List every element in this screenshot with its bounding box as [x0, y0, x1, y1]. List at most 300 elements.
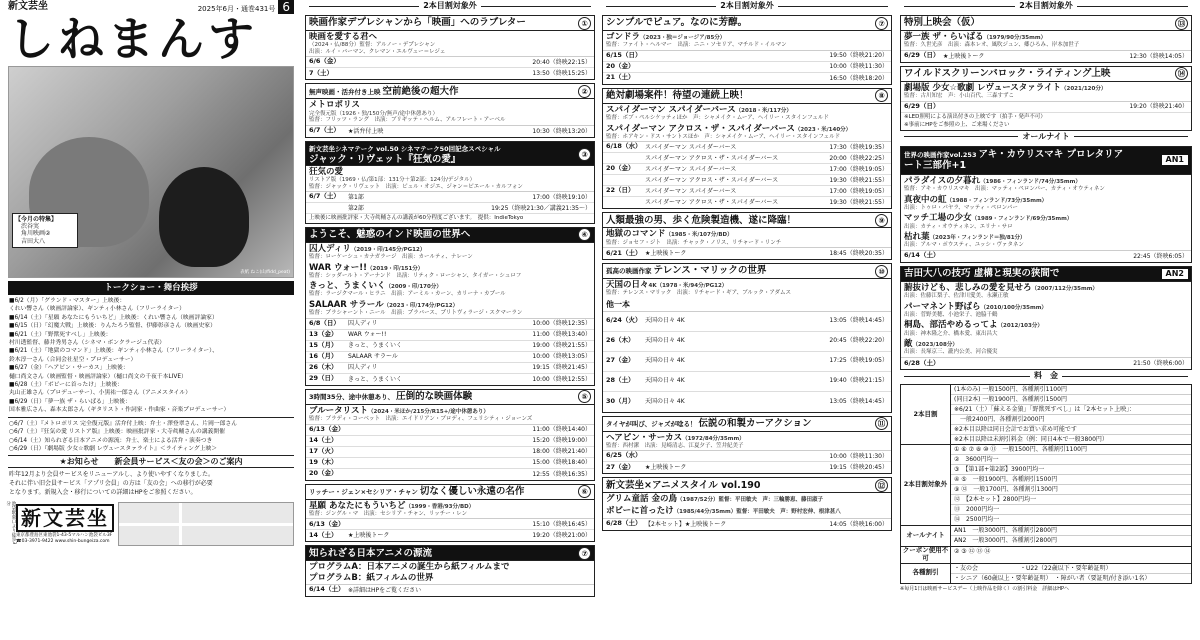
program-number: ② — [578, 85, 591, 98]
text-field: ⑨ ⑫ 一般1700円、各種割引1300円 — [951, 485, 1191, 495]
text-field: 14:05（終映16:00） — [829, 520, 888, 528]
cover-photo — [8, 66, 294, 278]
text-field: 19:15（終映20:45） — [829, 464, 888, 472]
text-field: 出演：トゥロ・パヤラ、マッティ・ペロンパー — [904, 204, 1018, 211]
schedule-row — [603, 142, 891, 153]
text-field: 劇場版 少女☆歌劇 レヴュースタァライト — [904, 82, 1062, 93]
film-title — [904, 232, 1188, 242]
schedule-row — [306, 458, 594, 469]
text-field: 新文芸坐×アニメスタイル vol.190 — [606, 479, 761, 491]
text-field: （2023・独＝ジョージア/85分） — [640, 35, 726, 41]
text-field: （2018・米/117分） — [735, 107, 792, 114]
text-field: 26（木） — [606, 336, 635, 345]
text-field: 2本目割 — [901, 385, 951, 444]
text-field: （1972/84分/35mm） — [682, 435, 745, 442]
schedule-row — [603, 62, 891, 73]
program-title: プログラムA：日本アニメの誕生から紙フィルムまで — [309, 562, 510, 573]
text-field: （1985/44分/35mm）監督：平田敏夫 声：野村宏伸、根津甚八 — [673, 509, 841, 516]
section-heading — [306, 390, 594, 405]
text-field: スパイダーマン スパイダーバース — [645, 165, 737, 173]
program-number: ⑭ — [1175, 67, 1188, 80]
text-field: 6/14（土） — [309, 585, 345, 594]
event-note: ○6/29（日）『劇場版 少女☆歌劇 レヴュースタァライト』＜ライティング上映＞ — [9, 445, 218, 452]
film-title — [904, 195, 1188, 205]
text-field: 15:00（終映18:40） — [532, 459, 591, 467]
talk-item: 国本雅広さん、森本太郎さん（ギタリスト・作詞家・作曲家・音楽プロデューサー） — [9, 407, 230, 414]
text-field: 19:50（終映21:20） — [829, 52, 888, 60]
text-field: (同日2本) 一般1900円、各種割引1500円 — [951, 395, 1191, 405]
text-field: 第2部 — [348, 204, 364, 212]
text-field: 20（金） — [606, 164, 635, 173]
talk-item: 樋口尚文さん（映画監督・映画評論家）（樋口尚文の千夜千本LIVE） — [9, 373, 187, 380]
schedule-row — [306, 374, 594, 385]
film-staff: 監督：フリッツ・ラング 出演：ブリギッテ・ヘルム、アルフレート・アーベル — [309, 117, 506, 124]
text-field: 10:00（終映13:05） — [532, 353, 591, 361]
text-field: 第1部 — [348, 193, 364, 201]
text-field: 6/8（日） — [309, 318, 340, 327]
cover-column — [5, 0, 294, 640]
text-field: 夢一族 ザ・らいばる — [904, 32, 984, 42]
photo-credit: 表紙 ねこ(山/fidd_peat) — [240, 269, 290, 275]
text-field: 6/21（土） — [606, 248, 642, 257]
text-field: 監督：ジョセフ・ジト 出演：チャック・ノリス、リチャード・リンチ — [606, 239, 782, 246]
event-note: ○6/14（土）知られざる日本アニメの源流：弁士、楽士による活弁・演奏つき — [9, 437, 213, 444]
text-field: 【2本セット】★上映後トーク — [645, 520, 727, 528]
text-field: 囚人ディリ — [348, 320, 378, 328]
text-field: （1985・米/107分/BD） — [665, 232, 733, 239]
program-number: ⑪ — [875, 417, 888, 430]
allnight-badge: AN1 — [1162, 155, 1188, 165]
text-field: スパイダーマン スパイダーバース — [645, 143, 737, 151]
text-field: 10:00（終映11:30） — [829, 63, 888, 71]
schedule-row — [306, 585, 594, 596]
program-number: ⑤ — [578, 390, 591, 403]
text-field: 出演：菅野美穂、小池栄子、池脇千鶴 — [904, 311, 998, 318]
film-title — [606, 124, 888, 134]
text-field: 無声映画・活弁付き上映 — [309, 87, 381, 96]
text-field: 18:45（終映20:35） — [829, 250, 888, 258]
text-field: 19:30（終映21:55） — [829, 176, 888, 184]
schedule-row — [306, 363, 594, 374]
schedule-row — [306, 126, 594, 137]
film-title — [309, 244, 591, 254]
feature-title: 【今月の特集】 — [15, 216, 58, 223]
talk-item: ■6/15（日）「幻魔大戦」上映後：りんたろう監督、伊藤彰彦さん（映画史家） — [9, 323, 216, 330]
text-field: 6/13（金） — [309, 424, 345, 433]
text-field: 20:00（終映22:25） — [829, 154, 888, 162]
notice-line: となります。新規入会・移行についての詳細はHPをご参照ください。 — [9, 489, 197, 497]
text-field: 6/29（日） — [904, 51, 940, 60]
text-field: 11:00（終映13:40） — [532, 331, 591, 339]
text-field: 囚人ディリ — [348, 364, 378, 372]
text-field: 15（月） — [309, 340, 338, 349]
price-table — [900, 384, 1192, 584]
text-field: 天国の日々 4K — [645, 377, 685, 385]
text-field: 腑抜けども、悲しみの愛を見せろ — [904, 282, 1032, 293]
text-field: 2本目割対象外 — [901, 445, 951, 525]
film-meta: リストア版（1969・仏/第1部：131分＋第2部：124分/デジタル） — [309, 176, 476, 183]
program-section — [305, 83, 595, 137]
text-field: ※6/21（土）「蘇える金狼」「野獣死すべし」は「2本セット上映」： — [951, 405, 1191, 415]
section-band: 2本目割対象外 — [602, 0, 892, 12]
film-title — [309, 501, 591, 511]
section-band: 2本目割対象外 — [900, 0, 1192, 12]
schedule-row — [306, 352, 594, 363]
text-field: ※2本目以降は同日会計でお買い求め可能です — [951, 425, 1191, 435]
text-field: スパイダーマン アクロス・ザ・スパイダーバース — [606, 123, 795, 134]
section-heading — [306, 142, 594, 166]
film-title — [606, 506, 888, 516]
film-title — [904, 339, 1188, 349]
film-title — [606, 280, 888, 290]
section-heading — [603, 417, 891, 432]
text-field: クーポン使用不可 — [901, 547, 951, 563]
schedule-row — [603, 197, 891, 208]
event-note: ○6/7（土）『狂気の愛 リストア版』上映後：映画批評家・大寺眞輔さんの講義開催 — [9, 429, 225, 436]
text-field: 虚構と現実の狭間で — [973, 268, 1060, 280]
text-field: スパイダーマン アクロス・ザ・スパイダーバース — [645, 199, 779, 207]
text-field: （2010/100分/35mm） — [980, 304, 1047, 311]
program-number: ⑩ — [875, 265, 888, 278]
text-field: 監督：アキ・カウリスマキ 出演：マッティ・ペロンパー、カティ・オウティネン — [904, 185, 1105, 192]
black-cat-image — [159, 167, 249, 267]
allnight-band: オールナイト — [900, 131, 1192, 143]
text-field: 6/7（土） — [309, 192, 340, 201]
film-title: 映画を愛する君へ — [309, 32, 378, 42]
program-number: ⑦ — [578, 547, 591, 560]
talk-item: ■6/29（日）「夢一族 ザ・らいばる」上映後： — [9, 398, 131, 405]
schedule-row — [603, 73, 891, 84]
text-field: 19（木） — [309, 457, 338, 466]
text-field: シンプルでピュア。なのに芳醇。 — [606, 17, 748, 29]
text-field: 28（土） — [606, 376, 635, 385]
text-field: 12:30（終映14:05） — [1129, 52, 1188, 60]
talk-item: ■6/21（土）「野獣死すべし」上映後： — [9, 331, 112, 338]
schedule-row — [901, 51, 1191, 62]
text-field: 吉田大八の技巧 — [904, 268, 971, 280]
schedule-row — [306, 57, 594, 68]
schedule-row — [306, 436, 594, 447]
text-field: 20（金） — [309, 469, 338, 478]
text-field: スパイダーマン スパイダーバース — [606, 104, 736, 115]
text-field: 監督：ラージクマール・ヒラニ 出演：アーミル・カーン、カリーナ・カプール — [309, 291, 506, 298]
text-field: 14（土） — [309, 531, 338, 539]
text-field: 11:00（終映14:40） — [532, 426, 591, 434]
film-title — [904, 83, 1188, 93]
film-title — [309, 263, 591, 273]
text-field: （1987/52分）監督：平田敏夫 声：三輪勝恵、藤田淑子 — [676, 497, 823, 504]
newsletter-logo: しねまんす — [8, 12, 258, 66]
text-field: ④ ⑤ 一般1900円、各種割引1500円 — [951, 475, 1191, 485]
text-field: 6/7（土） — [309, 126, 340, 135]
talk-item: ■6/14（土）「星願 あなたにもういちど」上映後：くれい響さん（映画評論家） — [9, 314, 218, 321]
section-heading — [306, 546, 594, 561]
film-title — [309, 406, 591, 416]
footer-logo: 新文芸坐 — [16, 504, 114, 532]
program-section — [602, 212, 892, 260]
text-field: 10:00（終映12:55） — [532, 375, 591, 383]
film-title: 狂気の愛 — [309, 166, 344, 177]
text-field: 監督：ボブ・ペルシケッティほか 声：シャメイク・ムーア、ヘイリー・スタインフェルド — [606, 114, 829, 121]
text-field: ※2本目以降は未割引料金（例：同日4本で一般3800円） — [954, 436, 1108, 443]
program-section — [602, 416, 892, 475]
text-field: （1999・香港/93分/BD） — [405, 503, 475, 510]
schedule-row — [306, 192, 594, 203]
text-field: 一般2400円、各種割引2000円 — [951, 415, 1191, 425]
section-heading — [603, 213, 891, 228]
talk-item: 丸山正雄さん（プロデューサー）、小黒祐一郎さん（アニメスタイル） — [9, 390, 192, 397]
brand-name: 新文芸坐 — [8, 1, 48, 12]
film-meta: 完全復元版（1926・独/150分/無声/途中休憩あり） — [309, 110, 439, 117]
text-field: 新文芸坐シネマテーク vol.50 シネマテーク50回記念スペシャル — [309, 144, 501, 153]
text-field: 6/6（金） — [309, 57, 340, 66]
program-section — [602, 263, 892, 412]
section-note: ※事前にHPをご参照の上、ご来場ください — [904, 122, 1010, 129]
film-cast: 出演：ルイ・バーマン、クレマン・エルヴュー＝レジェ — [309, 48, 446, 55]
text-field: 監督：西村潔 出演：見崎清志、江夏夕子、笠井紀美子 — [606, 442, 744, 449]
film-title — [904, 176, 1188, 186]
talk-header: トークショー・舞台挨拶 — [8, 281, 294, 295]
text-field: ② 3600円均一 — [951, 455, 1191, 465]
text-field: きっと、うまくいく — [348, 375, 403, 383]
text-field: 監督：ホアキン・ドス・サントスほか 声：シャメイク・ムーア、ヘイリー・スタインフェルド — [606, 133, 841, 140]
program-title: プログラムB：紙フィルムの世界 — [309, 572, 434, 583]
program-section — [305, 545, 595, 596]
text-field: AN1 一般3000円、各種割引2800円 — [951, 526, 1191, 536]
section-heading — [901, 16, 1191, 31]
schedule-row — [306, 425, 594, 436]
film-title — [606, 229, 888, 239]
text-field: 27（金） — [606, 356, 635, 365]
film-title — [904, 283, 1188, 293]
program-section — [900, 66, 1192, 131]
text-field: 人類最強の男、歩く危険製造機、遂に降臨！ — [606, 214, 797, 226]
program-section — [602, 477, 892, 530]
footer — [5, 501, 294, 547]
text-field: 天国の日々 — [606, 280, 649, 291]
text-field: 6/28（土） — [606, 519, 642, 528]
text-field: ★活弁付上映 — [348, 127, 384, 135]
text-field: 圧倒的な映画体験 — [396, 391, 473, 403]
film-staff: 監督：ジャック・リヴェット 出演：ビュル・オジエ、ジャン＝ピエール・カルフォン — [309, 183, 523, 190]
program-number: ⑦ — [875, 17, 888, 30]
text-field: （2023・米/140分） — [794, 126, 852, 133]
text-field: WAR ウォー!! — [309, 262, 367, 273]
text-field: 30（月） — [606, 396, 635, 405]
text-field: 27（金） — [606, 462, 635, 471]
allnight-badge: AN2 — [1162, 269, 1188, 279]
text-field: （2009・印/170分） — [385, 284, 442, 291]
schedule-row — [603, 462, 891, 473]
section-heading — [306, 84, 594, 99]
schedule-row — [306, 68, 594, 79]
text-field: 20（金） — [606, 61, 635, 70]
feature-item: 渋谷実 — [21, 223, 40, 231]
text-field: 伝説の和製カーアクション — [698, 417, 812, 429]
text-field: 出演：神木隆之介、橋本愛、東出昌大 — [904, 330, 998, 337]
text-field: ③ 【第1部+第2部】3900円均一 — [951, 465, 1191, 475]
text-field: 13:05（終映14:45） — [829, 397, 888, 405]
schedule-row — [603, 352, 891, 372]
text-field: 6/13（金） — [309, 519, 345, 528]
text-field: スパイダーマン アクロス・ザ・スパイダーバース — [645, 176, 779, 184]
text-field: 知られざる日本アニメの源流 — [309, 547, 433, 559]
text-field: 18:00（終映21:40） — [532, 448, 591, 456]
schedule-row — [306, 203, 594, 214]
text-field: ⑭ 2500円均一 — [954, 516, 1000, 523]
schedule-row — [603, 392, 891, 412]
text-field: 天国の日々 4K — [645, 357, 685, 365]
text-field: (1本のみ) 一般1500円、各種割引1100円 — [951, 385, 1191, 395]
text-field: 17:00（終映19:05） — [829, 165, 888, 173]
text-field: 19:40（終映21:15） — [829, 377, 888, 385]
text-field: （1989・フィンランド/69分/35mm） — [971, 216, 1073, 223]
text-field: 出演：アルマ・ポウスティ、ユッシ・ヴァタネン — [904, 242, 1024, 249]
text-field: 天国の日々 4K — [645, 337, 685, 345]
program-section — [602, 88, 892, 210]
schedule-row — [901, 251, 1191, 262]
film-title — [904, 213, 1188, 223]
text-field: 16（月） — [309, 351, 338, 360]
film-meta: （2024・仏/88分）監督：アルノー・デプレシャン — [309, 42, 436, 49]
schedule-row — [603, 51, 891, 62]
section-note: 上映後に映画批評家・大寺眞輔さんの講義が60分程度ございます。 提供：IndieTokyo — [309, 215, 524, 222]
text-field: ★上映後トーク — [348, 532, 390, 540]
schedule-row — [603, 332, 891, 352]
text-field: 19:20（終映21:40） — [1129, 102, 1188, 110]
text-field: 真夜中の虹 — [904, 194, 947, 205]
section-heading — [603, 16, 891, 31]
text-field: 15:20（終映19:00） — [532, 437, 591, 445]
text-field: 19:30（終映21:55） — [829, 199, 888, 207]
footer-address: 東京都豊島区東池袋1-43-5マルハン池袋ビル3F — [16, 532, 113, 538]
text-field: 10:00（終映11:30） — [829, 452, 888, 460]
film-title — [606, 494, 888, 504]
program-number: ⑥ — [578, 485, 591, 498]
notice-line: 昨年12月より会員サービスをリニューアルし、より使いやすくなりました。 — [9, 471, 214, 479]
section-heading — [603, 478, 891, 493]
text-field: （2023年・フィンランド＝独/81分） — [929, 235, 1026, 242]
talk-item: ■6/28（土）「ボビーに首ったけ」上映後： — [9, 382, 123, 389]
program-number: ③ — [578, 148, 591, 161]
text-field: 空前絶後の超大作 — [382, 85, 459, 97]
program-number: ① — [578, 17, 591, 30]
text-field: 孤高の映画作家 — [606, 267, 652, 276]
text-field: 囚人ディリ — [309, 243, 351, 254]
section-heading — [306, 485, 594, 500]
text-field: （2007/112分/35mm） — [1031, 285, 1098, 292]
text-field: ★上映後トーク — [645, 464, 687, 472]
event-notes — [8, 418, 294, 456]
price-row — [901, 445, 1191, 526]
section-note: ※LED照明による演出付きの上映です（拍手・発声不可） — [904, 113, 1046, 120]
text-field: 監督：久世光彦 出演：森本レオ、風吹ジュン、郷ひろみ、岸本加世子 — [904, 42, 1080, 49]
text-field: 15:10（終映16:45） — [532, 520, 591, 528]
allnight-section — [900, 266, 1192, 370]
talk-item: ■6/21（土）「地獄のコマンド」上映後：ギンティ小林さん（フリーライター）、 — [9, 348, 218, 355]
text-field: 6/14（土） — [904, 251, 940, 260]
text-field: 監督：ファイト・ヘルマー 出演：ニニ・ソセリア、マチルド・イルマン — [606, 42, 787, 49]
text-field: 21:50（終映6:00） — [1133, 359, 1188, 367]
text-field: 17:00（終映19:05） — [829, 187, 888, 195]
text-field: 3時間35分、途中休憩あり、 — [309, 393, 395, 402]
text-field: 19:00（終映21:55） — [532, 342, 591, 350]
text-field: 17:30（終映19:35） — [829, 143, 888, 151]
talk-item: ■6/2（月）「グランド・マスター」上映後： — [9, 298, 126, 304]
program-number: ⑫ — [875, 479, 888, 492]
text-field: 29（日） — [309, 374, 338, 383]
talk-list — [8, 295, 294, 418]
text-field: 6/24（火） — [606, 316, 642, 325]
schedule-column-3 — [602, 0, 892, 640]
text-field: 絶対劇場案件！待望の連続上映！ — [606, 90, 749, 102]
text-field: （2021/120分） — [1061, 85, 1107, 92]
text-field: 13:05（終映14:45） — [829, 317, 888, 325]
text-field: ゴンドラ — [606, 32, 641, 42]
schedule-row — [306, 341, 594, 352]
text-field: 出演：長塚京三、瀧内公美、河合優実 — [904, 349, 998, 356]
text-field: （2019・印/151分） — [367, 265, 424, 272]
text-field: 6/18（水） — [606, 142, 642, 151]
text-field: リッチー・ジェン×セシリア・チャン — [309, 487, 418, 496]
schedule-row — [306, 330, 594, 341]
text-field: 21（土） — [606, 73, 635, 82]
film-title — [606, 32, 888, 42]
text-field: 監督：プラシャーント・ニール 出演：プラバース、プリトヴィラージ・スクマーラン — [309, 310, 523, 317]
text-field: AN2 一般3000円、各種割引2800円 — [954, 537, 1057, 544]
film-title — [606, 433, 888, 443]
price-row — [901, 385, 1191, 445]
text-field: 特別上映会（仮） — [904, 17, 981, 29]
feature-box — [12, 213, 78, 248]
access-map — [118, 502, 294, 546]
text-field: 10:00（終映12:35） — [532, 320, 591, 328]
program-section — [305, 141, 595, 224]
notice-body — [8, 468, 294, 499]
text-field: 監督：テレンス・マリック 出演：リチャード・ギア、ブルック・アダムス — [606, 290, 792, 297]
text-field: きっと、うまくいく — [348, 342, 403, 350]
text-field: グリム童話 金の鳥 — [606, 494, 677, 505]
text-field: ① ⑥ ⑦ ⑧ ⑩ ⑪ 一般1500円、各種割引1100円 — [951, 445, 1191, 455]
program-section — [305, 15, 595, 80]
text-field: 枯れ葉 — [904, 232, 930, 243]
text-field: 各種割引 — [901, 564, 951, 583]
text-field: 20:45（終映22:20） — [829, 337, 888, 345]
schedule-row — [901, 358, 1191, 369]
issue-number: 6 — [278, 0, 294, 14]
text-field: ワイルドスクリーンバロック・ライティング上映 — [904, 68, 1111, 80]
schedule-row — [603, 153, 891, 164]
text-field: 出演：佐藤江梨子、佐津川愛美、永瀬正敏 — [904, 293, 1009, 300]
schedule-row — [603, 175, 891, 186]
text-field: 星願 あなたにもういちど — [309, 500, 406, 511]
text-field: SALAAR サラール — [348, 353, 398, 361]
text-field: 出演：カティ・オウティネン、エリナ・サロ — [904, 223, 1013, 230]
section-heading — [603, 264, 891, 279]
text-field: 映画作家デプレシャンから「映画」へのラブレター — [309, 17, 526, 29]
schedule-row — [603, 248, 891, 259]
talk-item: 村川透監督、藤井秀男さん（シネマ・ボンクラージュ代表） — [9, 340, 165, 347]
text-field: 19:25（終映21:30／講義21:35〜） — [491, 204, 591, 212]
text-field: 監督：ブラディ・コーベット 出演：エイドリアン・ブロディ、フェリシティ・ジョーンズ — [309, 416, 533, 423]
allnight-section — [900, 146, 1192, 263]
program-section — [900, 15, 1192, 63]
program-section — [305, 389, 595, 481]
film-title: メトロポリス — [309, 100, 360, 111]
text-field: 22（日） — [606, 186, 635, 195]
text-field: （1986・フィンランド/74分/35mm） — [980, 178, 1081, 185]
schedule-row — [306, 530, 594, 541]
